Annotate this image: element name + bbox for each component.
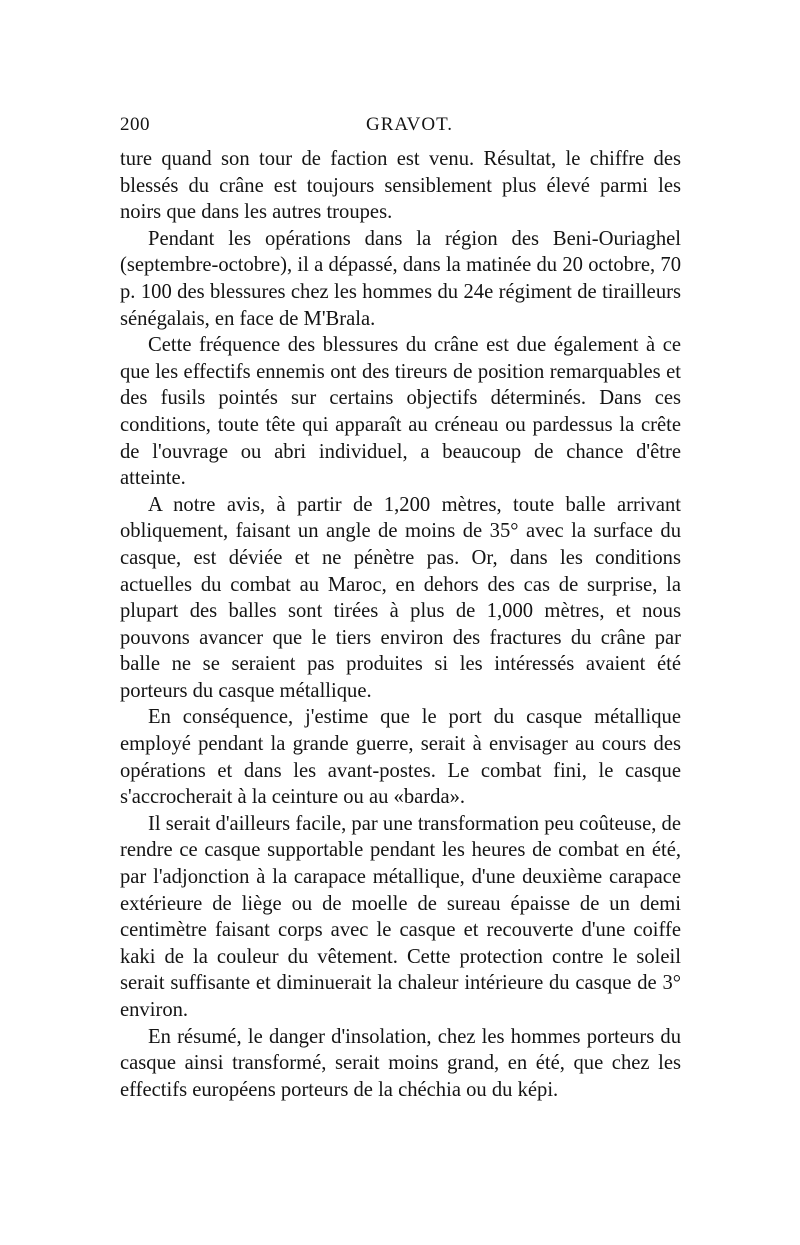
paragraph-frequency: Cette fréquence des blessures du crâne est due également à ce que les effectifs ennemis ont des tireurs de position remarquables et des fusils pointés sur certains objectifs déterminés. Dans ces conditions, toute tête qui apparaît au créneau ou pardessus la crête de l'ouvrage ou abri individuel, a beaucoup de chance d'être atteinte. (120, 334, 681, 490)
body-text (120, 146, 681, 1103)
running-title: GRAVOT. (366, 114, 454, 135)
paragraph-transformation: Il serait d'ailleurs facile, par une transformation peu coûteuse, de rendre ce casque supportable pendant les heures de combat en été, par l'adjonction à la carapace métallique, d'une deuxième carapace extérieure de liège ou de moelle de sureau épaisse de un demi centimètre faisant corps avec le casque et recouverte d'une coiffe kaki de la couleur du vêtement. Cette protection contre le soleil serait suffisante et diminuerait la chaleur intérieure du casque de 3° environ. (120, 812, 681, 1021)
paragraph-summary: En résumé, le danger d'insolation, chez les hommes porteurs du casque ainsi transformé, serait moins grand, en été, que chez les effectifs européens porteurs de la chéchia ou du képi. (120, 1025, 681, 1101)
paragraph-continuation: ture quand son tour de faction est venu. Résultat, le chiffre des blessés du crâne est toujours sensiblement plus élevé parmi les noirs que dans les autres troupes. (120, 148, 681, 224)
paragraph-opinion: A notre avis, à partir de 1,200 mètres, toute balle arrivant obliquement, faisant un angle de moins de 35° avec la surface du casque, est déviée et ne pénètre pas. Or, dans les conditions actuelles du combat au Maroc, en dehors des cas de surprise, la plupart des balles sont tirées à plus de 1,000 mètres, et nous pouvons avancer que le tiers environ des fractures du crâne par balle ne se seraient pas produites si les intéressés avaient été porteurs du casque métallique. (120, 493, 681, 702)
page-number: 200 (120, 114, 150, 135)
paragraph-consequence: En conséquence, j'estime que le port du casque métallique employé pendant la grande guerre, serait à envisager au cours des opérations et dans les avant-postes. Le combat fini, le casque s'accrocherait à la ceinture ou au «barda». (120, 706, 681, 809)
running-head (120, 114, 680, 144)
paragraph-beni-ouriaghel: Pendant les opérations dans la région des Beni-Ouriaghel (septembre-octobre), il a dépassé, dans la matinée du 20 octobre, 70 p. 100 des blessures chez les hommes du 24e régiment de tirailleurs sénégalais, en face de M'Brala. (120, 227, 681, 330)
